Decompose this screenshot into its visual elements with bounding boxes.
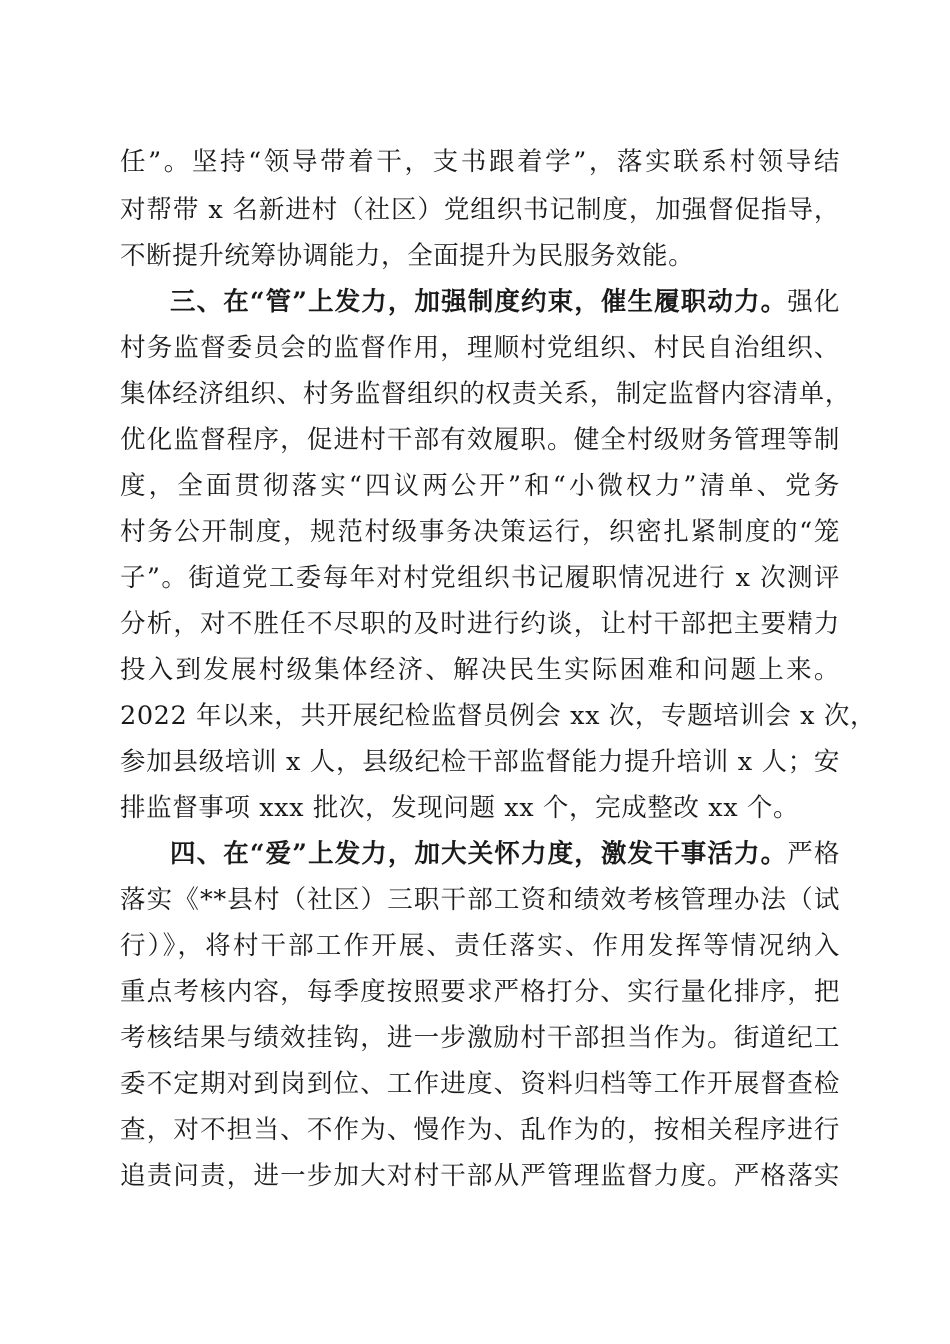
text-line: 度，全面贯彻落实“四议两公开”和“小微权力”清单、党务 — [120, 471, 840, 501]
text-line: 考核结果与绩效挂钩，进一步激励村干部担当作为。街道纪工 — [120, 1023, 840, 1053]
section-4-first-line — [170, 834, 840, 874]
section-3-lead: 强化 — [787, 287, 840, 317]
text-line: 行）》，将村干部工作开展、责任落实、作用发挥等情况纳入 — [120, 931, 840, 961]
text-line: 2022 年以来，共开展纪检监督员例会 xx 次，专题培训会 x 次， — [120, 701, 877, 731]
section-4-lead: 严格 — [787, 839, 840, 869]
text-line: 投入到发展村级集体经济、解决民生实际困难和问题上来。 — [120, 655, 840, 685]
text-line: 任”。坚持“领导带着干，支书跟着学”，落实联系村领导结 — [120, 147, 840, 177]
text-line: 村务公开制度，规范村级事务决策运行，织密扎紧制度的“笼 — [120, 517, 840, 547]
text-line: 落实《**县村（社区）三职干部工资和绩效考核管理办法（试 — [120, 885, 840, 915]
text-line: 查，对不担当、不作为、慢作为、乱作为的，按相关程序进行 — [120, 1115, 840, 1145]
section-4-heading: 四、在“爱”上发力，加大关怀力度，激发干事活力。 — [170, 839, 788, 869]
section-3-heading: 三、在“管”上发力，加强制度约束，催生履职动力。 — [170, 287, 788, 317]
text-line: 排监督事项 xxx 批次，发现问题 xx 个，完成整改 xx 个。 — [120, 793, 800, 823]
text-line: 子”。街道党工委每年对村党组织书记履职情况进行 x 次测评 — [120, 563, 840, 593]
text-line: 优化监督程序，促进村干部有效履职。健全村级财务管理等制 — [120, 425, 840, 455]
text-line: 分析，对不胜任不尽职的及时进行约谈，让村干部把主要精力 — [120, 609, 840, 639]
text-line: 不断提升统筹协调能力，全面提升为民服务效能。 — [120, 241, 695, 271]
text-line: 委不定期对到岗到位、工作进度、资料归档等工作开展督查检 — [120, 1069, 840, 1099]
text-line: 集体经济组织、村务监督组织的权责关系，制定监督内容清单， — [120, 379, 851, 409]
text-line: 对帮带 x 名新进村（社区）党组织书记制度，加强督促指导， — [120, 195, 840, 225]
text-line: 追责问责，进一步加大对村干部从严管理监督力度。严格落实 — [120, 1161, 840, 1191]
text-line: 参加县级培训 x 人，县级纪检干部监督能力提升培训 x 人；安 — [120, 747, 840, 777]
section-3-first-line — [170, 282, 840, 322]
text-line: 村务监督委员会的监督作用，理顺村党组织、村民自治组织、 — [120, 333, 840, 363]
text-line: 重点考核内容，每季度按照要求严格打分、实行量化排序，把 — [120, 977, 840, 1007]
